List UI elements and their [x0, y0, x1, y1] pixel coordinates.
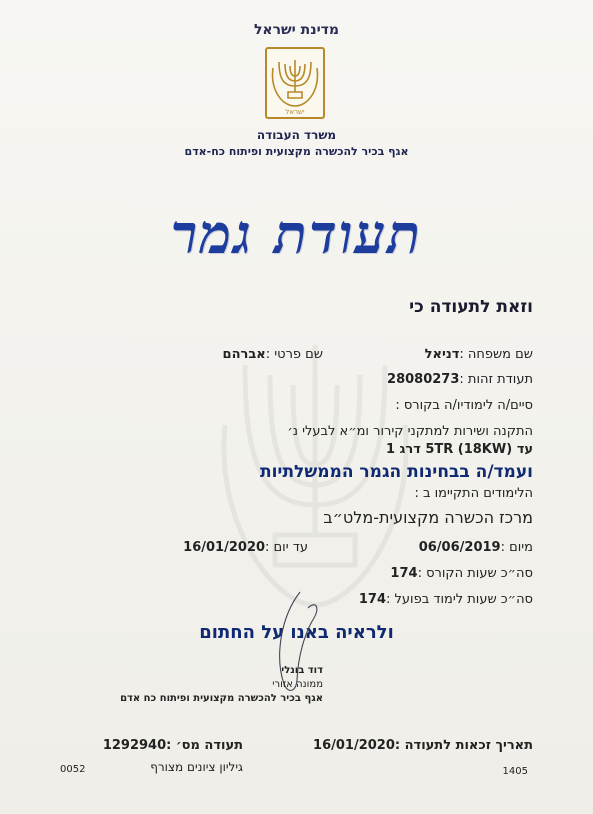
- signatory-name: דוד בונלי: [281, 665, 323, 676]
- course-name-line1: התקנה ושירות למתקני קירור ומ״א לבעלי נ׳: [287, 424, 533, 439]
- from-date-label: מיום :: [500, 540, 533, 555]
- from-date-value: 06/06/2019: [418, 540, 501, 555]
- course-hours-value: 174: [390, 566, 418, 581]
- first-name-row: [223, 347, 323, 362]
- certificate-number-value: 1292940: [102, 738, 167, 753]
- entitlement-date: 16/01/2020: [313, 738, 395, 753]
- course-hours-row: [390, 566, 533, 581]
- attached-grades-sheet: גיליון ציונים מצורף: [150, 760, 243, 774]
- training-center-name: מרכז הכשרה מקצועית-מלט״ב: [323, 508, 533, 527]
- certificate-number-label: תעודה מס׳ :: [166, 738, 243, 753]
- first-name-label: שם פרטי :: [265, 347, 323, 362]
- to-date-label: עד יום :: [265, 540, 308, 555]
- right-reference-code: 1405: [502, 766, 528, 777]
- signatory-division: אגף בכיר להכשרה מקצועית ופיתוח כח אדם: [120, 693, 323, 704]
- id-value: 28080273: [387, 372, 460, 387]
- entitlement-row: [313, 738, 533, 753]
- state-name: מדינת ישראל: [253, 22, 340, 38]
- state-emblem-icon: [264, 46, 326, 120]
- division-name: אגף בכיר להכשרה מקצועית ופיתוח כח-אדם: [184, 145, 409, 158]
- witness-heading: ולראיה באנו על החתום: [199, 622, 394, 643]
- actual-hours-row: [359, 592, 533, 607]
- certifies-heading: וזאת לתעודה כי: [409, 297, 533, 317]
- from-date-row: [419, 540, 533, 555]
- certificate-title: תעודת גמר: [170, 202, 423, 266]
- left-reference-code: 0052: [60, 764, 86, 775]
- last-name-row: [425, 347, 533, 362]
- last-name-value: דניאל: [424, 347, 460, 362]
- course-hours-label: סה״כ שעות הקורס :: [417, 566, 533, 581]
- held-at-label: הלימודים התקיימו ב :: [414, 486, 533, 501]
- actual-hours-label: סה״כ שעות לימוד בפועל :: [386, 592, 533, 607]
- to-date-value: 16/01/2020: [183, 540, 266, 555]
- first-name-value: אברהם: [222, 347, 266, 362]
- passed-exams-heading: ועמד/ה בבחינות הגמר הממשלתיות: [259, 462, 533, 482]
- svg-text:ישראל: ישראל: [285, 108, 305, 116]
- to-date-row: [183, 540, 308, 555]
- actual-hours-value: 174: [358, 592, 386, 607]
- entitlement-label: תאריך זכאות לתעודה :: [394, 738, 533, 753]
- id-label: תעודת זהות :: [459, 372, 533, 387]
- course-name-line2: עד 5TR (18KW) דרג 1: [385, 442, 533, 457]
- id-row: [387, 372, 533, 387]
- signatory-role: ממונה אזורי: [272, 679, 323, 690]
- completed-course-label: סיים/ה לימודיו/ה בקורס :: [395, 398, 533, 413]
- ministry-name: משרד העבודה: [256, 128, 337, 142]
- certificate-number-row: [103, 738, 243, 753]
- last-name-label: שם משפחה :: [459, 347, 533, 362]
